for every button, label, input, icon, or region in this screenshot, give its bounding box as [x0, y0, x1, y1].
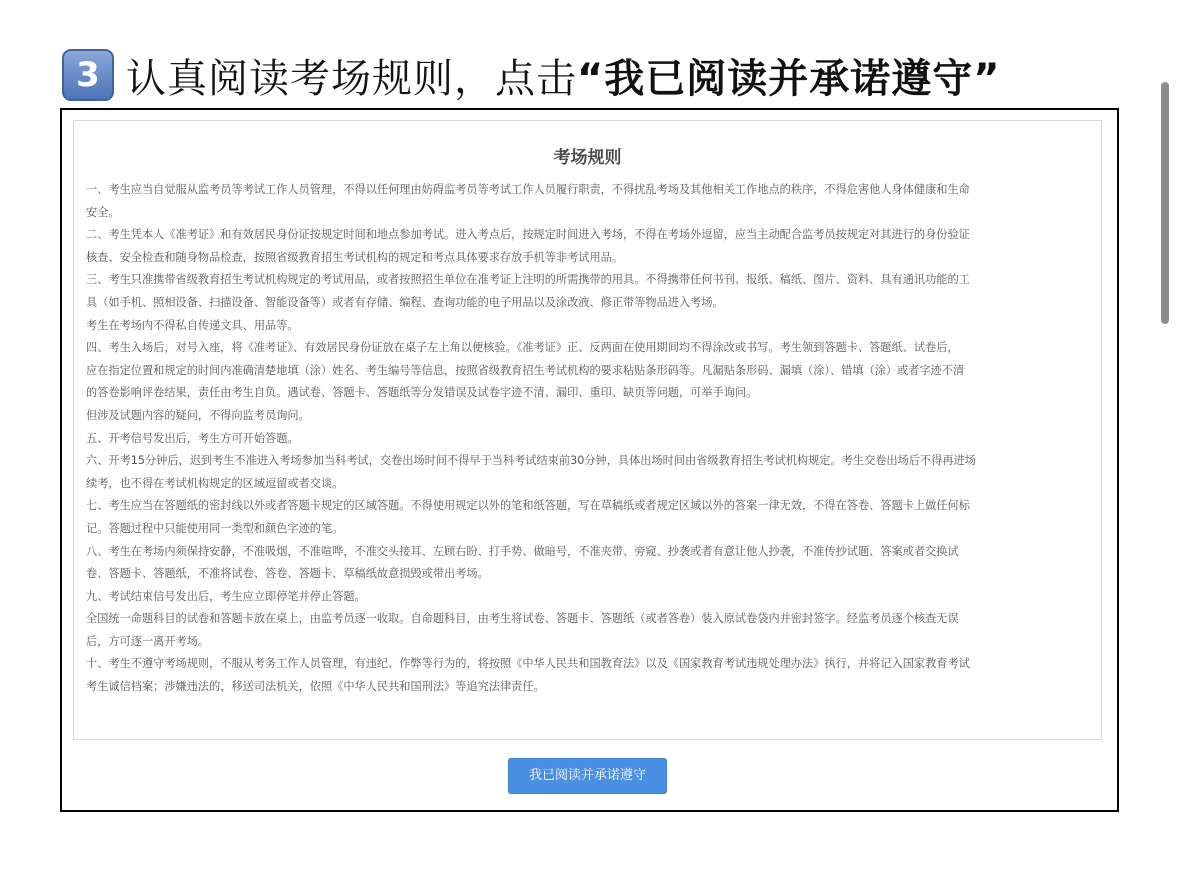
rule-line: 但涉及试题内容的疑问，不得向监考员询问。 [86, 408, 310, 422]
rule-line: 二、考生凭本人《准考证》和有效居民身份证按规定时间和地点参加考试。进入考点后，按规定时间进入考场，不得在考场外逗留，应当主动配合监考员按规定对其进行的身份验证 [86, 228, 970, 242]
rule-line: 具（如手机、照相设备、扫描设备、智能设备等）或者有存储、编程、查询功能的电子用品以及涂改液、修正带等物品进入考场。 [86, 295, 724, 309]
rule-line: 三、考生只准携带省级教育招生考试机构规定的考试用品，或者按照招生单位在准考证上注明的所需携带的用具。不得携带任何书刊、报纸、稿纸、图片、资料、具有通讯功能的工 [86, 273, 970, 287]
step-instruction-prefix: 认真阅读考场规则，点击 [126, 55, 577, 102]
step-instruction [126, 47, 1001, 104]
rule-line: 核查、安全检查和随身物品检查，按照省级教育招生考试机构的规定和考点具体要求存放手机等非考试用品。 [86, 250, 624, 264]
rule-line: 全国统一命题科目的试卷和答题卡放在桌上，由监考员逐一收取。自命题科目，由考生将试卷、答题卡、答题纸（或者答卷）装入原试卷袋内并密封签字。经监考员逐个核查无误 [86, 612, 959, 626]
rule-line: 九、考试结束信号发出后，考生应立即停笔并停止答题。 [86, 589, 366, 603]
rule-line: 应在指定位置和规定的时间内准确清楚地填（涂）姓名、考生编号等信息，按照省级教育招生考试机构的要求粘贴条形码等。凡漏贴条形码、漏填（涂）、错填（涂）或者字迹不清 [86, 363, 965, 377]
rule-line: 后，方可逐一离开考场。 [86, 634, 210, 648]
rule-line: 考生在考场内不得私自传递文具、用品等。 [86, 318, 299, 332]
scrollbar[interactable] [1161, 82, 1169, 324]
agree-button[interactable]: 我已阅读并承诺遵守 [508, 758, 667, 794]
rule-line: 续考，也不得在考试机构规定的区域逗留或者交谈。 [86, 476, 344, 490]
rule-line: 考生诚信档案；涉嫌违法的，移送司法机关，依照《中华人民共和国刑法》等追究法律责任。 [86, 680, 545, 694]
rules-title: 考场规则 [553, 148, 622, 168]
rule-line: 的答卷影响评卷结果，责任由考生自负。遇试卷、答题卡、答题纸等分发错误及试卷字迹不清、漏印、重印、缺页等问题，可举手询问。 [86, 386, 758, 400]
rule-line: 六、开考15分钟后，迟到考生不准进入考场参加当科考试，交卷出场时间不得早于当科考试结束前30分钟，具体出场时间由省级教育招生考试机构规定。考生交卷出场后不得再进场 [86, 454, 976, 468]
rules-panel [73, 120, 1102, 740]
rule-line: 四、考生入场后，对号入座，将《准考证》、有效居民身份证放在桌子左上角以便核验。《准考证》正、反两面在使用期间均不得涂改或书写。考生领到答题卡、答题纸、试卷后， [86, 341, 959, 355]
rule-line: 记。答题过程中只能使用同一类型和颜色字迹的笔。 [86, 521, 344, 535]
rule-line: 一、考生应当自觉服从监考员等考试工作人员管理，不得以任何理由妨碍监考员等考试工作人员履行职责，不得扰乱考场及其他相关工作地点的秩序，不得危害他人身体健康和生命 [86, 183, 970, 196]
step-number-badge: 3 [62, 49, 114, 101]
rules-list [86, 179, 1086, 699]
rule-line: 卷、答题卡、答题纸，不准将试卷、答卷、答题卡、草稿纸故意损毁或带出考场。 [86, 567, 489, 581]
step-header [62, 44, 1001, 106]
rule-line: 十、考生不遵守考场规则，不服从考务工作人员管理，有违纪、作弊等行为的，将按照《中华人民共和国教育法》以及《国家教育考试违规处理办法》执行，并将记入国家教育考试 [86, 657, 970, 671]
rule-line: 五、开考信号发出后，考生方可开始答题。 [86, 431, 299, 445]
rule-line: 七、考生应当在答题纸的密封线以外或者答题卡规定的区域答题。不得使用规定以外的笔和纸答题，写在草稿纸或者规定区域以外的答案一律无效，不得在答卷、答题卡上做任何标 [86, 499, 970, 513]
rule-line: 八、考生在考场内须保持安静，不准吸烟，不准喧哗，不准交头接耳、左顾右盼、打手势、做暗号，不准夹带、旁窥、抄袭或者有意让他人抄袭，不准传抄试题、答案或者交换试 [86, 544, 959, 558]
step-instruction-action: “我已阅读并承诺遵守” [577, 55, 1001, 102]
rule-line: 安全。 [86, 205, 120, 219]
